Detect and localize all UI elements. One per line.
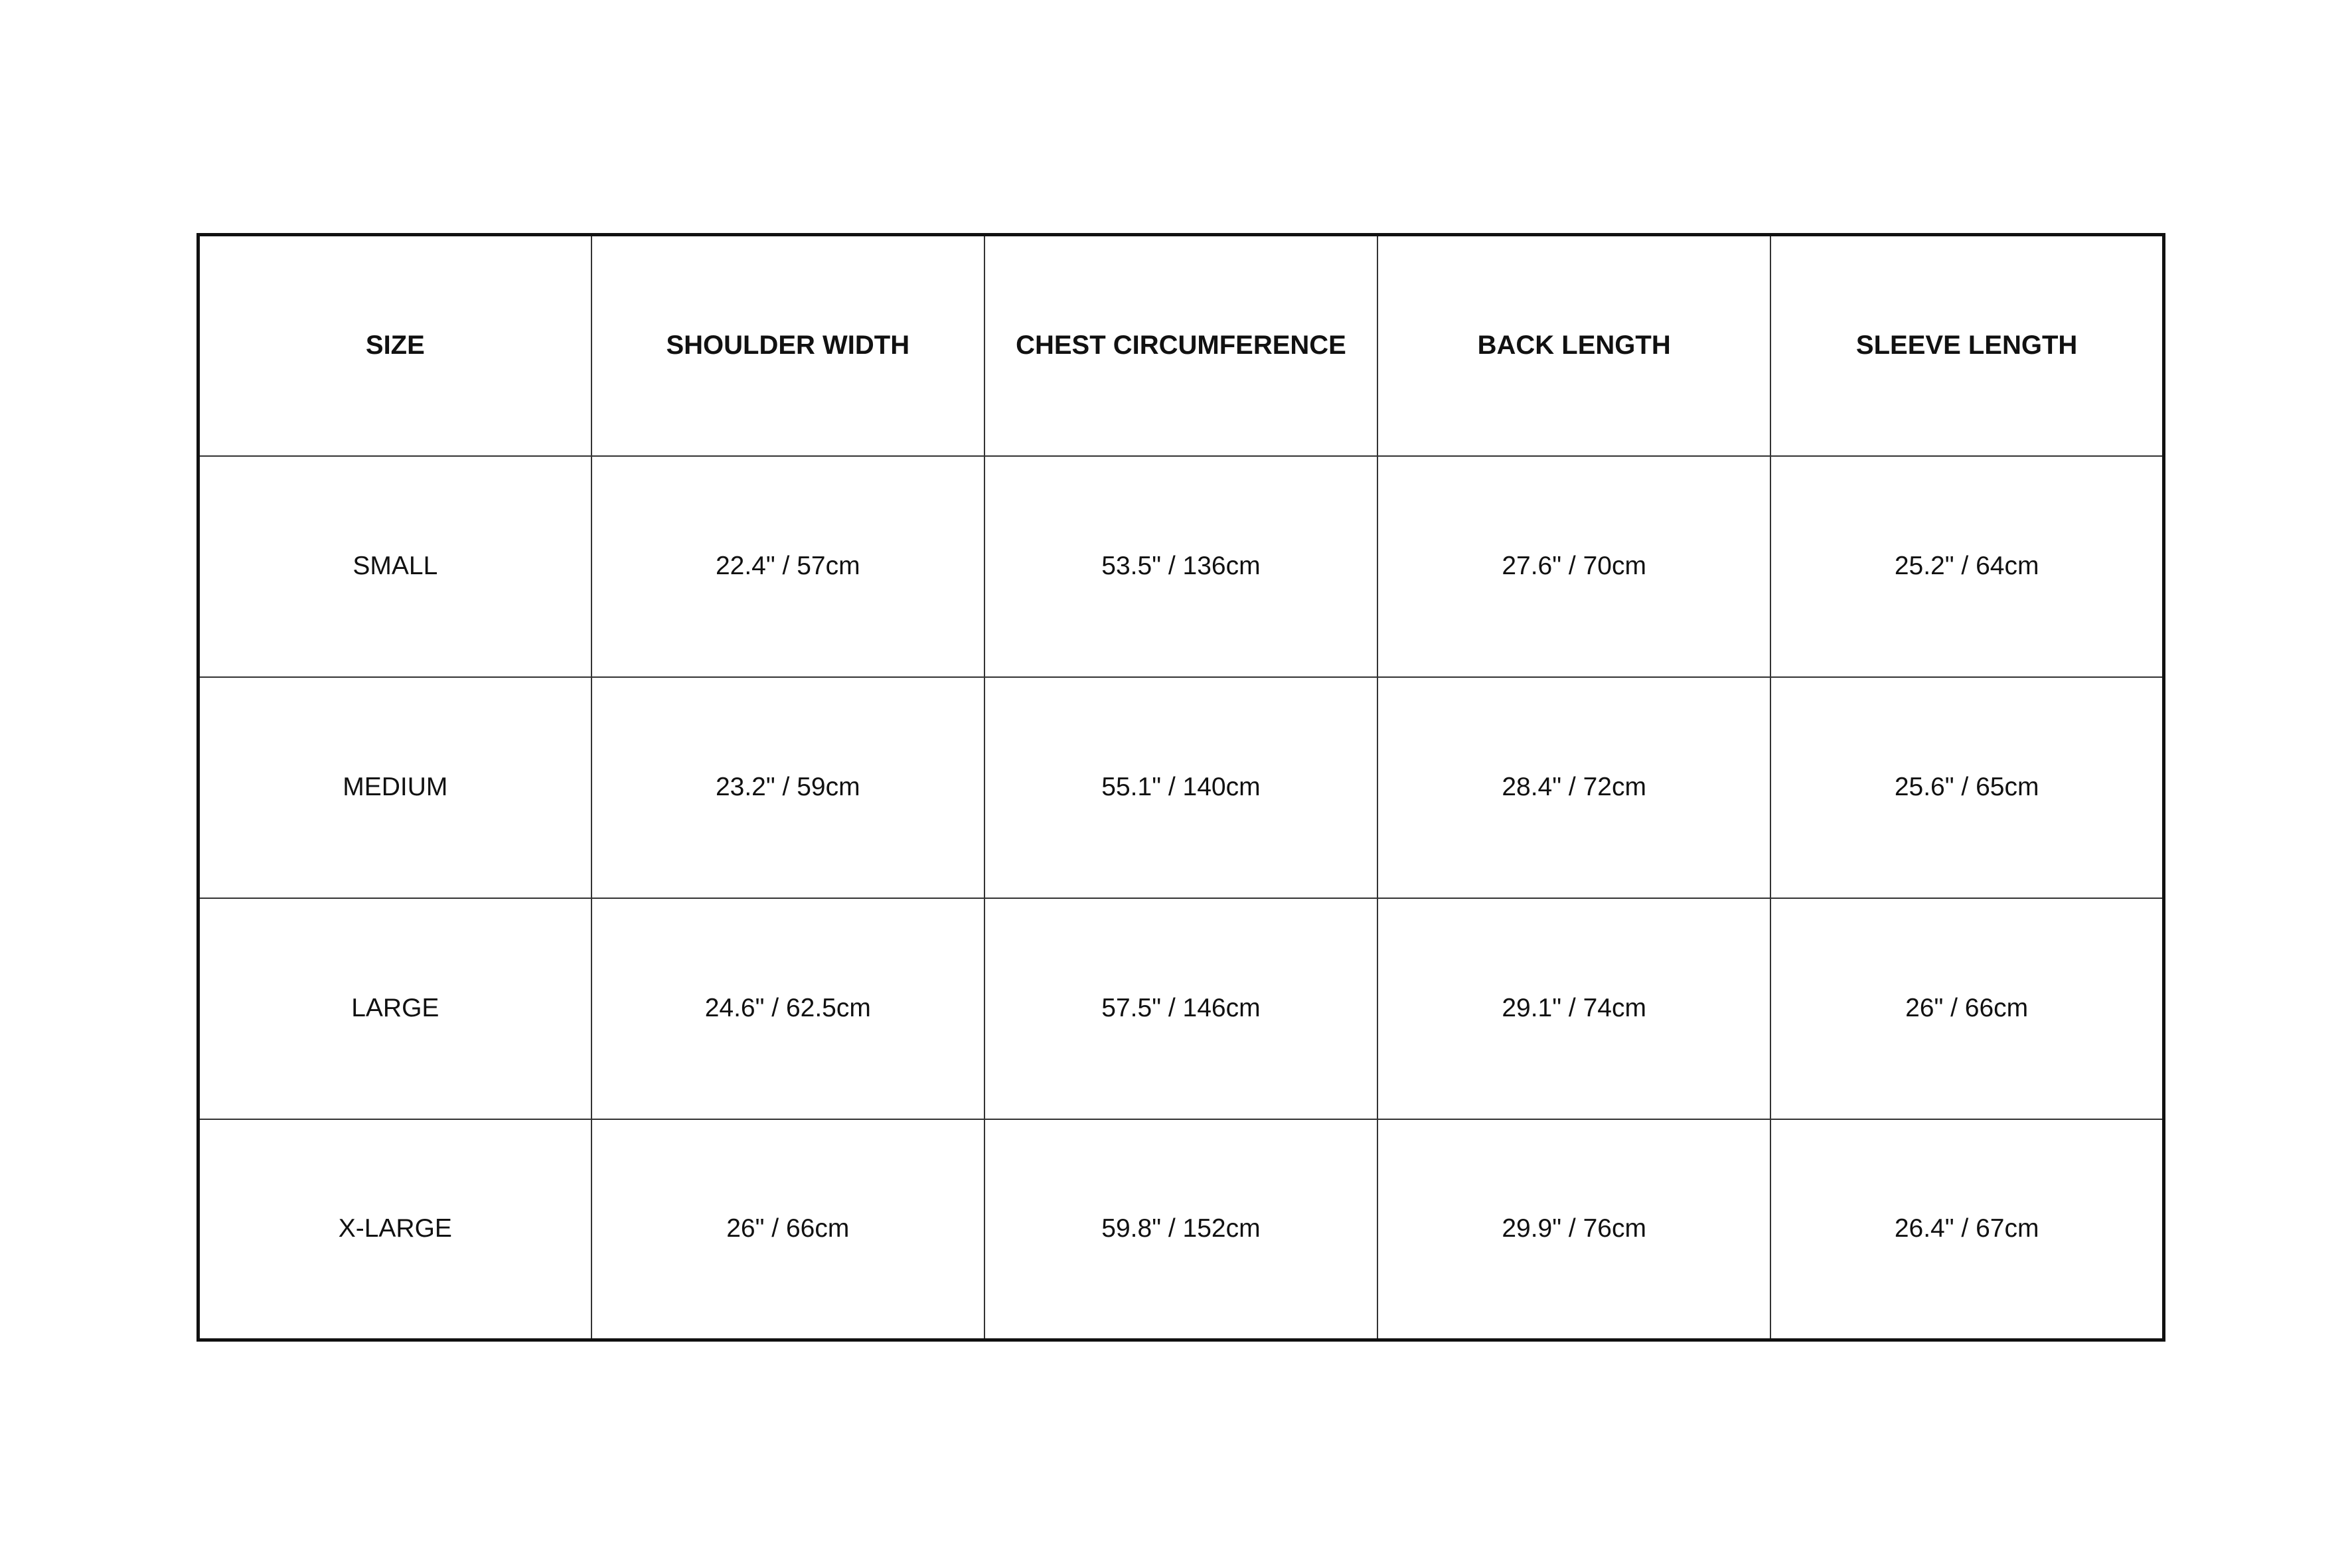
cell-shoulder-width: 26" / 66cm bbox=[591, 1119, 984, 1340]
header-chest-circumference: CHEST CIRCUMFERENCE bbox=[984, 235, 1377, 456]
cell-sleeve-length: 26" / 66cm bbox=[1770, 898, 2163, 1119]
cell-chest-circumference: 55.1" / 140cm bbox=[984, 677, 1377, 898]
cell-sleeve-length: 25.2" / 64cm bbox=[1770, 456, 2163, 677]
cell-shoulder-width: 23.2" / 59cm bbox=[591, 677, 984, 898]
cell-sleeve-length: 25.6" / 65cm bbox=[1770, 677, 2163, 898]
cell-size: X-LARGE bbox=[198, 1119, 591, 1340]
table-header-row bbox=[198, 235, 2164, 456]
cell-chest-circumference: 59.8" / 152cm bbox=[984, 1119, 1377, 1340]
header-sleeve-length: SLEEVE LENGTH bbox=[1770, 235, 2163, 456]
header-size: SIZE bbox=[198, 235, 591, 456]
cell-back-length: 29.9" / 76cm bbox=[1377, 1119, 1770, 1340]
table-row-medium bbox=[198, 677, 2164, 898]
cell-size: LARGE bbox=[198, 898, 591, 1119]
cell-chest-circumference: 57.5" / 146cm bbox=[984, 898, 1377, 1119]
cell-shoulder-width: 22.4" / 57cm bbox=[591, 456, 984, 677]
cell-size: SMALL bbox=[198, 456, 591, 677]
cell-back-length: 28.4" / 72cm bbox=[1377, 677, 1770, 898]
table-row-large bbox=[198, 898, 2164, 1119]
cell-back-length: 29.1" / 74cm bbox=[1377, 898, 1770, 1119]
table-row-small bbox=[198, 456, 2164, 677]
header-shoulder-width: SHOULDER WIDTH bbox=[591, 235, 984, 456]
cell-chest-circumference: 53.5" / 136cm bbox=[984, 456, 1377, 677]
header-back-length: BACK LENGTH bbox=[1377, 235, 1770, 456]
cell-shoulder-width: 24.6" / 62.5cm bbox=[591, 898, 984, 1119]
size-chart-table bbox=[196, 233, 2165, 1342]
cell-size: MEDIUM bbox=[198, 677, 591, 898]
cell-sleeve-length: 26.4" / 67cm bbox=[1770, 1119, 2163, 1340]
cell-back-length: 27.6" / 70cm bbox=[1377, 456, 1770, 677]
table-row-x-large bbox=[198, 1119, 2164, 1340]
